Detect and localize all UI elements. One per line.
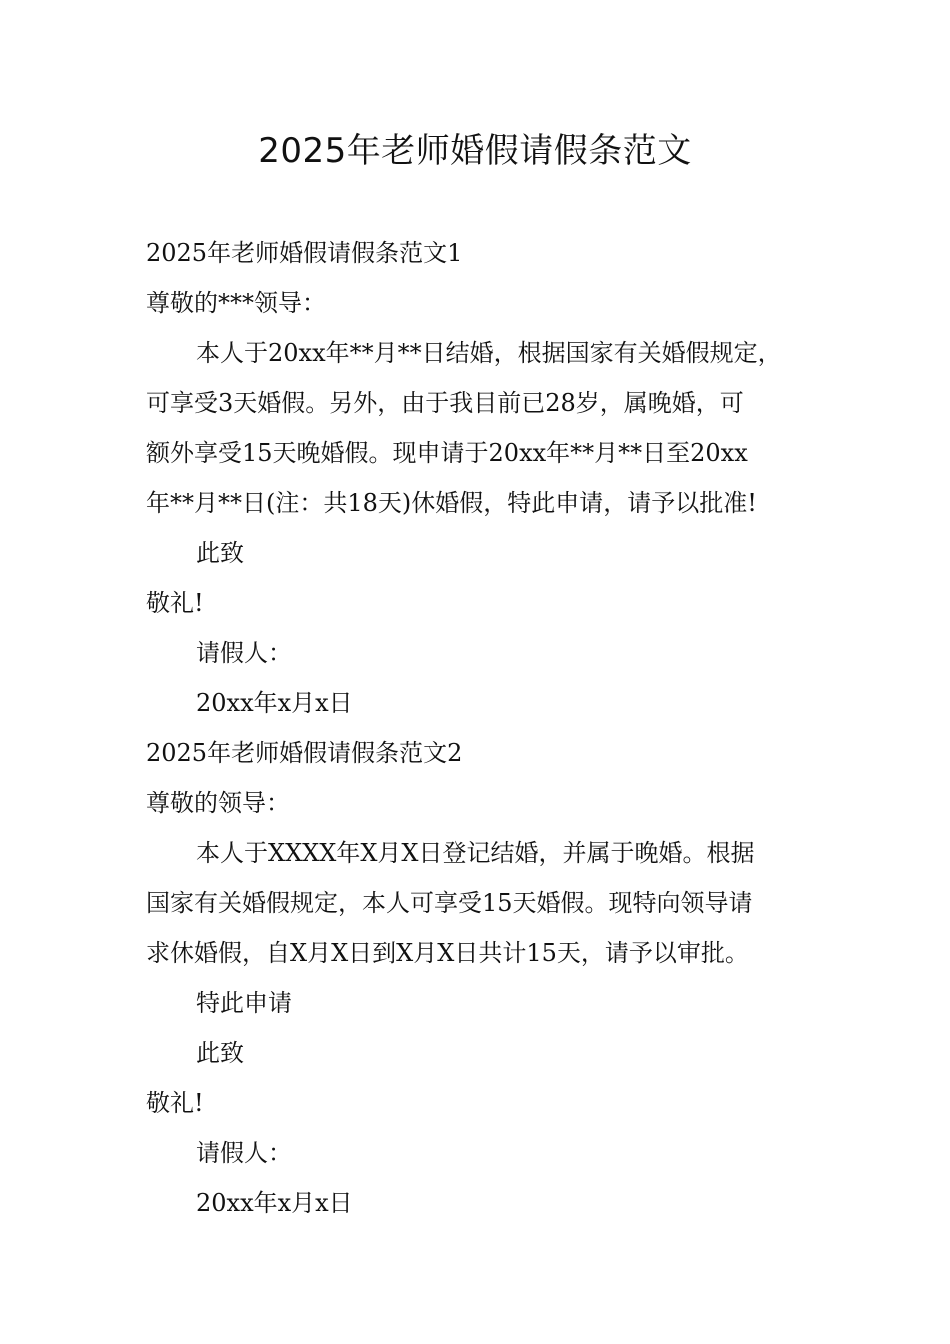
section-2-date: 20xx年x月x日 [196,1189,353,1217]
document-title: 2025年老师婚假请假条范文 [258,131,692,171]
section-1-salutation: 尊敬的***领导： [146,289,326,317]
section-1-paragraph-line-3: 额外享受15天晚婚假。现申请于20xx年**月**日至20xx [146,439,748,467]
section-2-salutation: 尊敬的领导： [146,789,290,817]
section-2-closing-jingli: 敬礼! [146,1089,204,1117]
section-1-closing-cizhi: 此致 [196,539,244,567]
section-1-paragraph-line-2: 可享受3天婚假。另外，由于我目前已28岁，属晚婚，可 [146,389,744,417]
section-1-heading: 2025年老师婚假请假条范文1 [146,239,463,267]
section-1-signer: 请假人： [196,639,292,667]
section-2-heading: 2025年老师婚假请假条范文2 [146,739,463,767]
section-2-closing-cizhi: 此致 [196,1039,244,1067]
section-2-signer: 请假人： [196,1139,292,1167]
section-1-date: 20xx年x月x日 [196,689,353,717]
section-1-paragraph-line-4: 年**月**日(注：共18天)休婚假，特此申请，请予以批准! [146,489,757,517]
section-2-paragraph-line-3: 求休婚假，自X月X日到X月X日共计15天，请予以审批。 [146,939,749,967]
section-2-request: 特此申请 [196,989,292,1017]
section-2-paragraph-line-2: 国家有关婚假规定，本人可享受15天婚假。现特向领导请 [146,889,753,917]
section-1-closing-jingli: 敬礼! [146,589,204,617]
document-body [146,228,816,1228]
section-2-paragraph-line-1: 本人于XXXX年X月X日登记结婚，并属于晚婚。根据 [196,839,755,867]
section-1-paragraph-line-1: 本人于20xx年**月**日结婚，根据国家有关婚假规定， [196,339,782,367]
